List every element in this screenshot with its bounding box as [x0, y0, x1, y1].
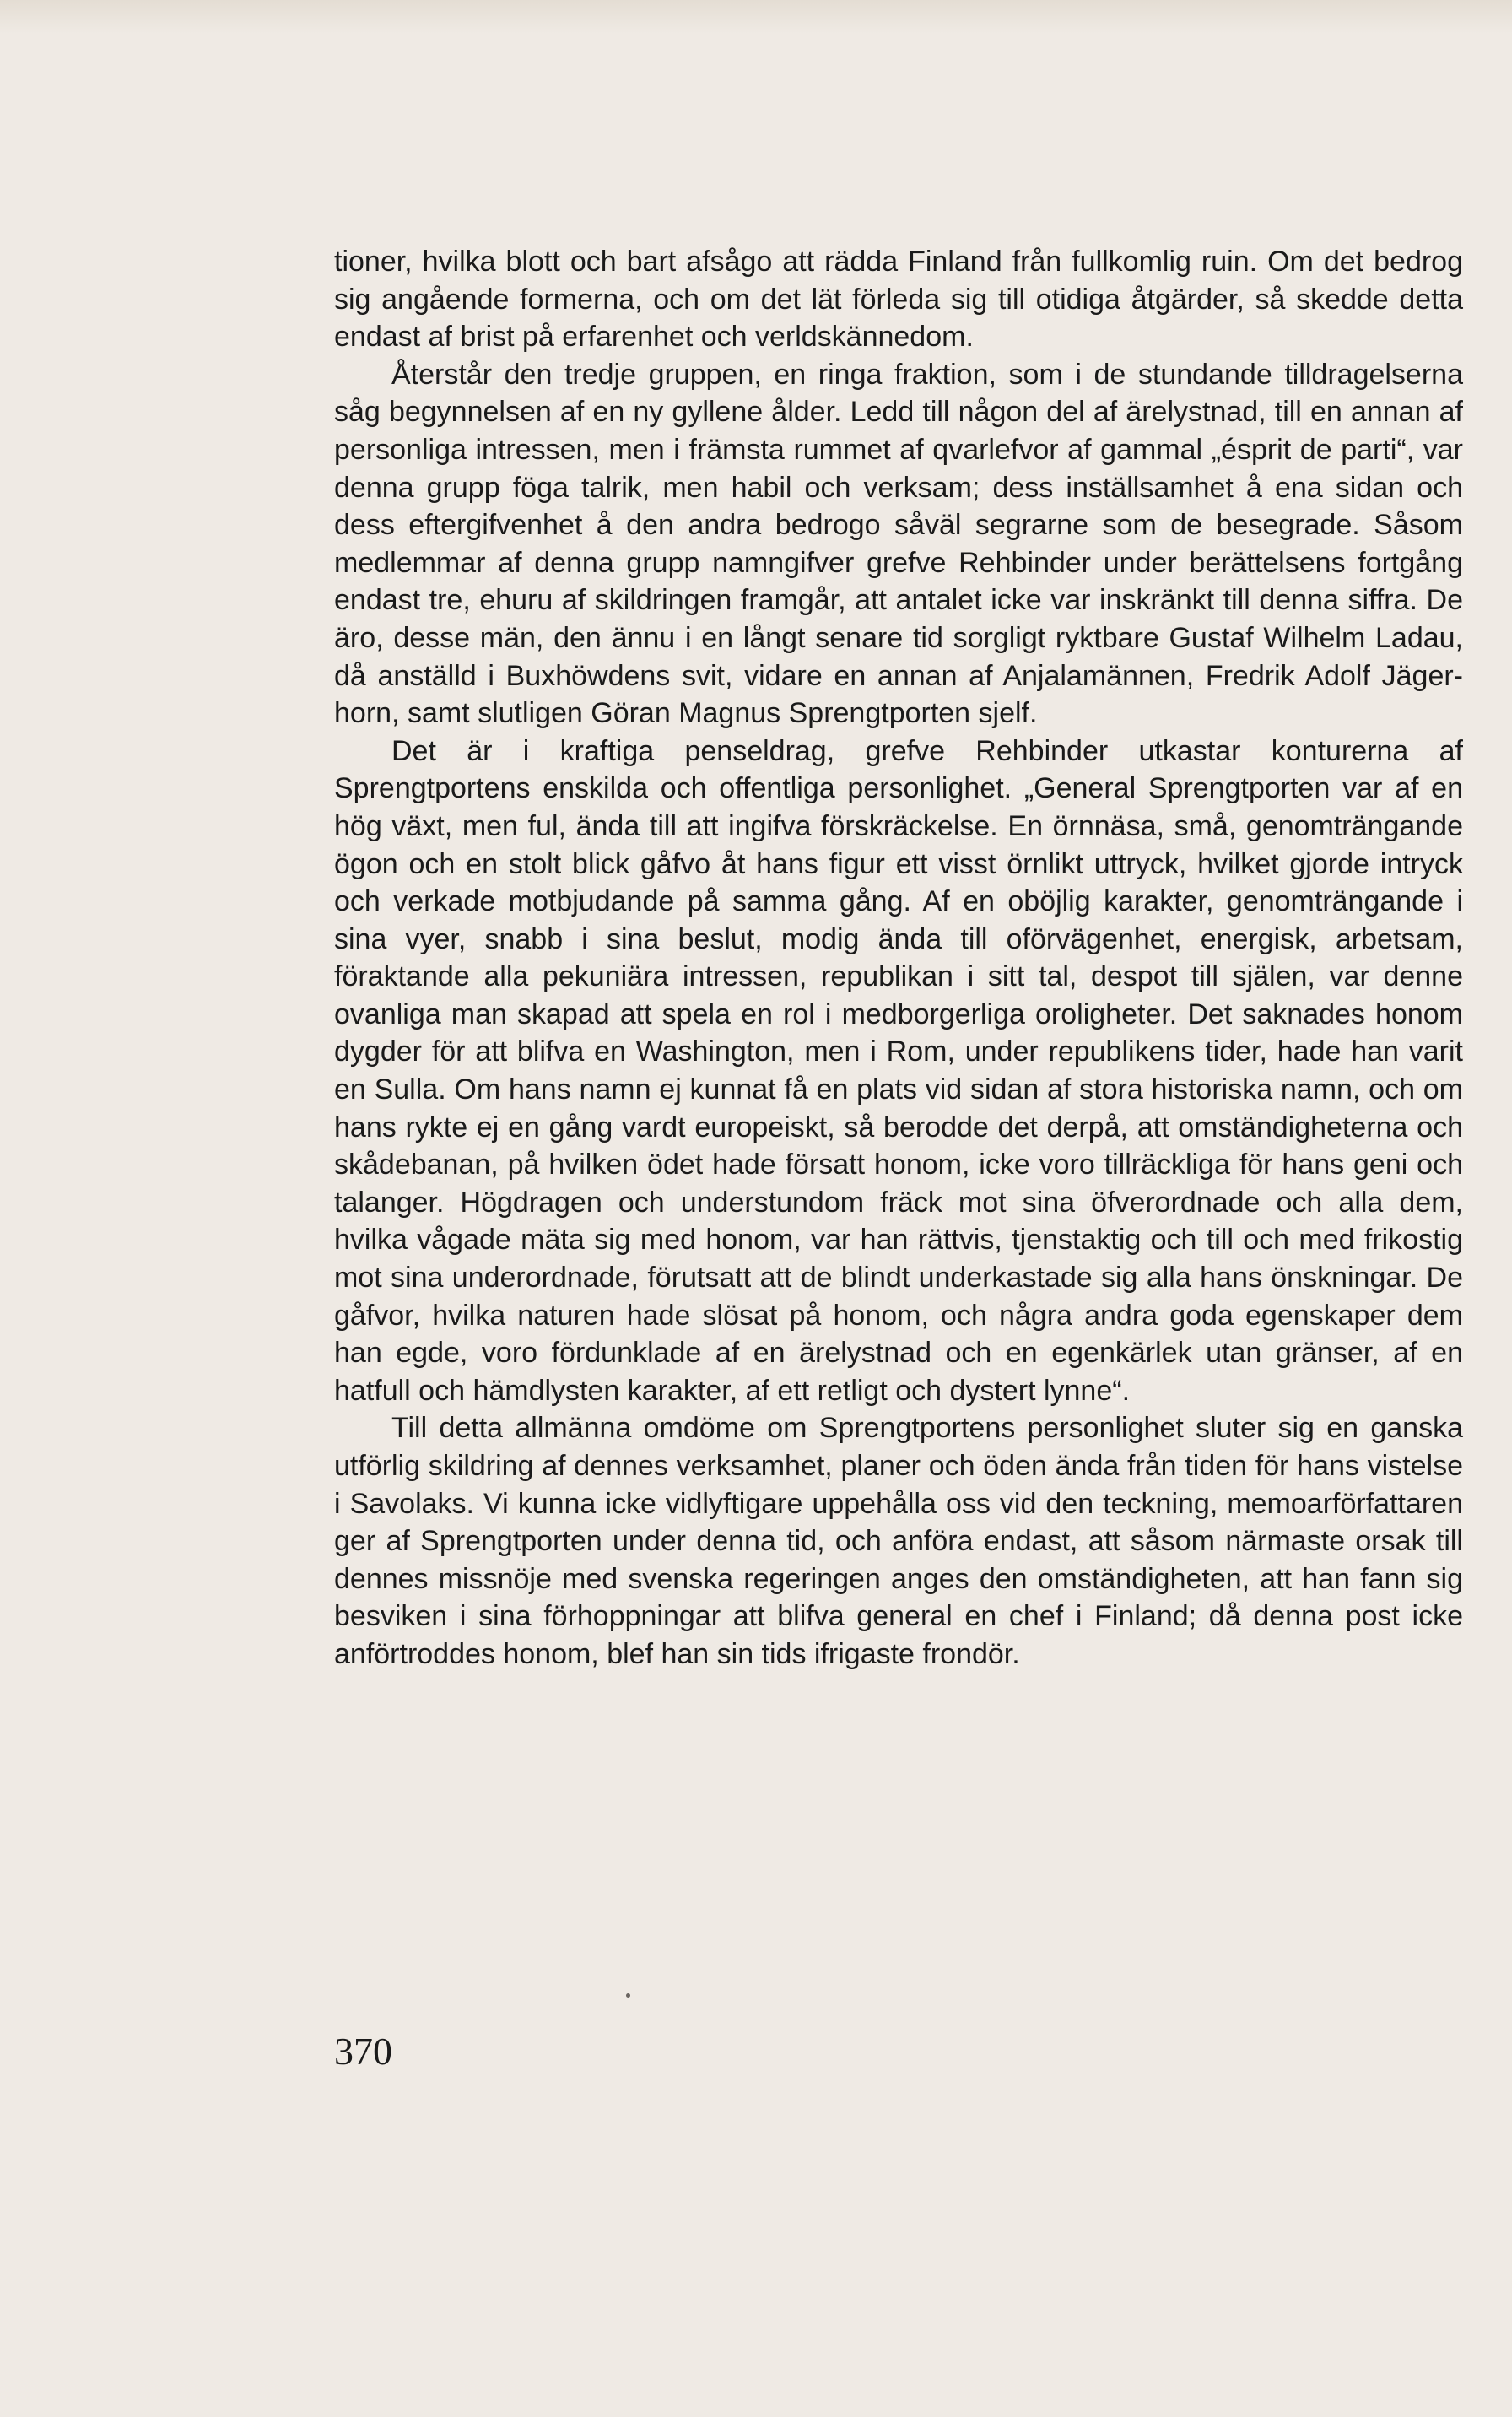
body-text [334, 243, 1463, 1674]
page-number: 370 [334, 2030, 392, 2073]
paragraph-third-group: Återstår den tredje gruppen, en ringa fraktion, som i de stundande tilldragelserna såg begynnelsen af en ny gyllene ålder. Ledd till någon del af ärelystnad, till en annan af personliga intressen, men i främsta rummet af qvarlefvor af gammal „ésprit de parti“, var denna grupp föga talrik, men habil och verksam; dess inställsamhet å ena sidan och dess eftergifvenhet å den andra bedrogo såväl segrarne som de besegrade. Såsom medlemmar af denna grupp namngifver grefve Rehbinder under berättelsens fortgång endast tre, ehuru af skildringen framgår, att antalet icke var inskränkt till denna siffra. De äro, desse män, den ännu i en långt senare tid sorgligt ryktbare Gustaf Wilhelm Ladau, då anställd i Buxhöwdens svit, vidare en annan af Anjalamännen, Fredrik Adolf Jägerhorn, samt slutligen Göran Magnus Sprengtporten sjelf. [334, 358, 1463, 730]
print-speck [626, 1993, 630, 1998]
paragraph-continuation: tioner, hvilka blott och bart afsågo att rädda Finland från fullkomlig ruin. Om det bedrog sig angående formerna, och om det lät förleda sig till otidiga åtgärder, så skedde detta endast af brist på erfarenhet och verldskännedom. [334, 246, 1463, 354]
paragraph-sprengtporten-portrait: Det är i kraftiga penseldrag, grefve Rehbinder utkastar konturerna af Sprengtportens enskilda och offentliga personlighet. „General Sprengtporten var af en hög växt, men ful, ända till att ingifva förskräckelse. En örnnäsa, små, genomträngande ögon och en stolt blick gåfvo åt hans figur ett visst örnlikt uttryck, hvilket gjorde intryck och verkade motbjudande på samma gång. Af en oböjlig karakter, genomträngande i sina vyer, snabb i sina beslut, modig ända till oförvägenhet, energisk, arbetsam, föraktande alla pekuniära intressen, republikan i sitt tal, despot till själen, var denne ovanliga man skapad att spela en rol i medborgerliga oroligheter. Det saknades honom dygder för att blifva en Washington, men i Rom, under republikens tider, hade han varit en Sulla. Om hans namn ej kunnat få en plats vid sidan af stora historiska namn, och om hans rykte ej en gång vardt europeiskt, så berodde det derpå, att omständigheterna och skådebanan, på hvilken ödet hade försatt honom, icke voro tillräckliga för hans geni och talanger. Högdragen och understundom fräck mot sina öfverordnade och alla dem, hvilka vågade mäta sig med honom, var han rättvis, tjenstaktig och till och med frikostig mot sina underordnade, förutsatt att de blindt underkastade sig alla hans önskningar. De gåfvor, hvilka naturen hade slösat på honom, och några andra goda egenskaper dem han egde, voro fördunklade af en ärelystnad och en egenkärlek utan gränser, af en hatfull och hämdlysten karakter, af ett retligt och dystert lynne“. [334, 734, 1463, 1407]
paragraph-sprengtporten-activity: Till detta allmänna omdöme om Sprengtportens personlighet sluter sig en ganska utförlig skildring af dennes verksamhet, planer och öden ända från tiden för hans vistelse i Savolaks. Vi kunna icke vidlyftigare uppehålla oss vid den teckning, memoarförfattaren ger af Sprengtporten under denna tid, och anföra endast, att såsom närmaste orsak till dennes missnöje med svenska regeringen anges den omständigheten, att han fann sig besviken i sina förhoppningar att blifva general en chef i Finland; då denna post icke anförtroddes honom, blef han sin tids ifrigaste frondör. [334, 1412, 1463, 1670]
page-top-shading [0, 0, 1512, 34]
